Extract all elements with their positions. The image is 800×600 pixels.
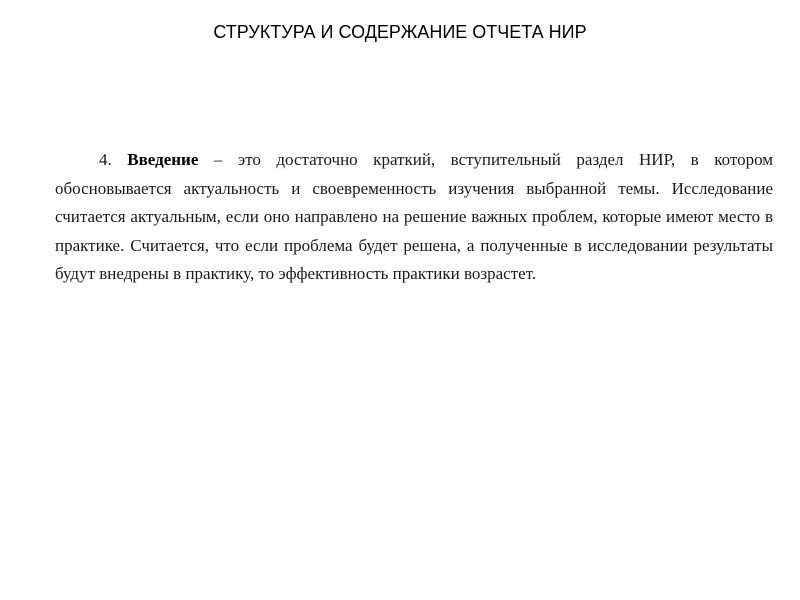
paragraph-text: – это достаточно краткий, вступительный раздел НИР, в котором обосновывается актуальность и своевременность изучения выбранной темы. Исследование считается актуальным, если оно направлено на решение важных проблем, которые имеют место в практике. Считается, что если проблема будет решена, а полученные в исследовании результаты будут внедрены в практику, то эффективность практики возрастет. [55, 150, 774, 283]
slide-title: СТРУКТУРА И СОДЕРЖАНИЕ ОТЧЕТА НИР [213, 22, 587, 42]
section-term: Введение [127, 150, 199, 169]
body-paragraph [55, 146, 773, 289]
paragraph-number: 4. [99, 150, 112, 169]
